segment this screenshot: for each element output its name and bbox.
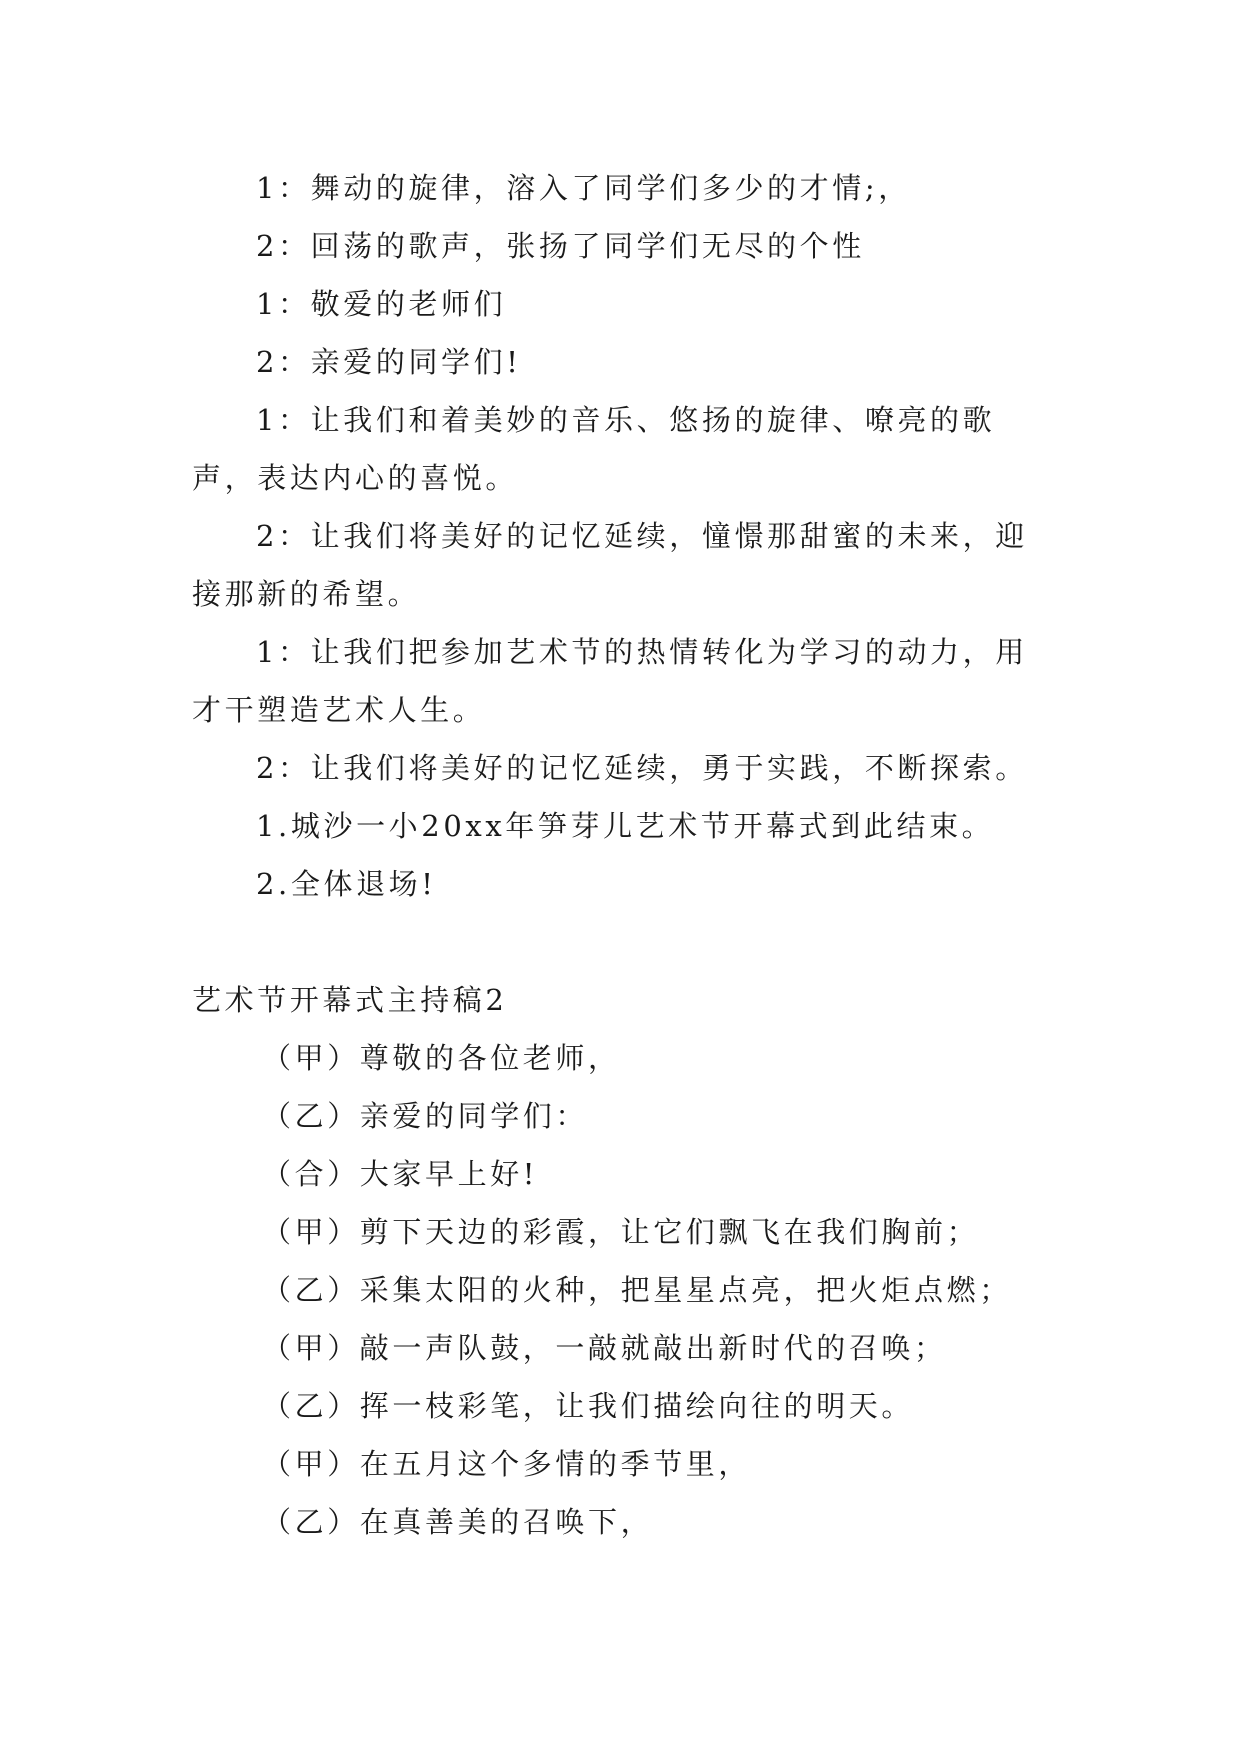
text-paragraph: 1：让我们和着美妙的音乐、悠扬的旋律、嘹亮的歌声，表达内心的喜悦。 bbox=[192, 403, 996, 495]
dialog-line: （乙）亲爱的同学们： bbox=[262, 1099, 589, 1133]
dialog-line: （合）大家早上好! bbox=[262, 1157, 539, 1191]
text-line: 2：亲爱的同学们! bbox=[256, 345, 522, 379]
text-line: 2：回荡的歌声，张扬了同学们无尽的个性 bbox=[256, 229, 865, 263]
section-title: 艺术节开幕式主持稿2 bbox=[192, 983, 508, 1017]
dialog-line: （甲）剪下天边的彩霞，让它们飘飞在我们胸前； bbox=[262, 1215, 980, 1249]
text-line: 1.城沙一小20xx年笋芽儿艺术节开幕式到此结束。 bbox=[256, 809, 995, 843]
dialog-line: （乙）在真善美的召唤下， bbox=[262, 1505, 654, 1539]
text-paragraph: 1：让我们把参加艺术节的热情转化为学习的动力，用才干塑造艺术人生。 bbox=[192, 635, 1028, 727]
dialog-line: （乙）采集太阳的火种，把星星点亮，把火炬点燃； bbox=[262, 1273, 1012, 1307]
dialog-line: （甲）尊敬的各位老师， bbox=[262, 1041, 621, 1075]
text-line: 1：敬爱的老师们 bbox=[256, 287, 507, 321]
text-paragraph: 2：让我们将美好的记忆延续，憧憬那甜蜜的未来，迎接那新的希望。 bbox=[192, 519, 1028, 611]
text-line: 1：舞动的旋律，溶入了同学们多少的才情;， bbox=[256, 171, 911, 205]
dialog-line: （甲）敲一声队鼓，一敲就敲出新时代的召唤； bbox=[262, 1331, 947, 1365]
text-line: 2：让我们将美好的记忆延续，勇于实践，不断探索。 bbox=[256, 751, 1028, 785]
dialog-line: （甲）在五月这个多情的季节里， bbox=[262, 1447, 752, 1481]
text-line: 2.全体退场! bbox=[256, 867, 437, 901]
dialog-line: （乙）挥一枝彩笔，让我们描绘向往的明天。 bbox=[262, 1389, 915, 1423]
